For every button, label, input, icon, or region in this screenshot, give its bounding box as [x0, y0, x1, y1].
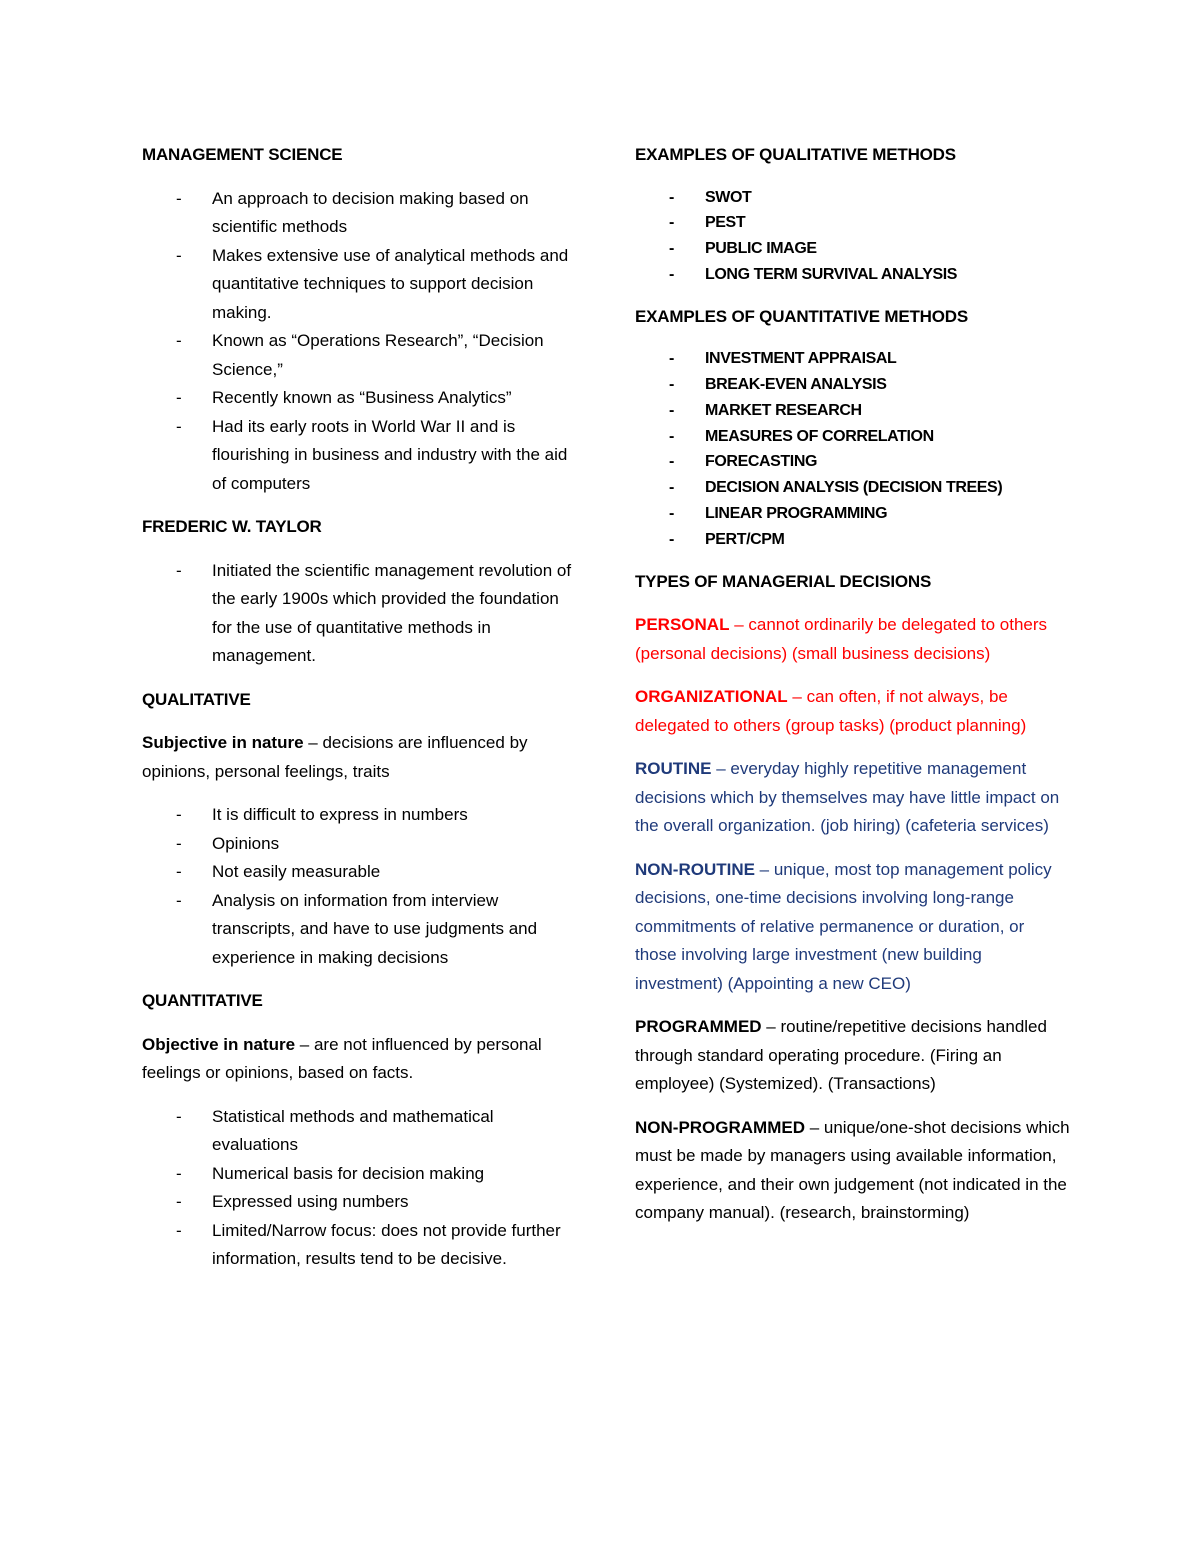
list-item: - FORECASTING — [635, 449, 1070, 475]
non-routine-text: – unique, most top management policy decisions, one-time decisions involving long-range commitments of relative permanence or duration, or those involving large investment (new building investment) (Appointing a new CEO) — [635, 859, 1052, 993]
management-science-list — [142, 185, 572, 499]
quantitative-list — [142, 1103, 572, 1274]
quantitative-term: Objective in nature — [142, 1034, 296, 1054]
decision-types-heading: TYPES OF MANAGERIAL DECISIONS — [635, 571, 932, 591]
dash-marker: - — [176, 1163, 182, 1183]
dash-marker: - — [176, 805, 182, 824]
dash-marker: - — [669, 265, 674, 283]
list-item: - PUBLIC IMAGE — [635, 236, 1070, 262]
routine-term: ROUTINE — [635, 759, 712, 779]
programmed-text: – routine/repetitive decisions handled through standard operating procedure. (Firing an employee) (Systemized). (Transactions) — [635, 1017, 1047, 1094]
dash-marker: - — [669, 214, 674, 232]
list-item: - An approach to decision making based on scientific methods — [142, 185, 572, 242]
taylor-heading: FREDERIC W. TAYLOR — [142, 517, 322, 536]
organizational-text: – can often, if not always, be delegated to others (group tasks) (product planning) — [635, 687, 1027, 735]
non-programmed-text: – unique/one-shot decisions which must be made by managers using available information, experience, and their own judgement (not indicated in the company manual). (research, brainstorming) — [635, 1117, 1070, 1223]
dash-marker: - — [669, 401, 674, 419]
list-item: - Had its early roots in World War II and is flourishing in business and industry with the aid of computers — [142, 413, 572, 499]
list-item: - LONG TERM SURVIVAL ANALYSIS — [635, 262, 1070, 288]
dash-marker: - — [176, 188, 182, 208]
dash-marker: - — [176, 331, 182, 350]
non-programmed-decision — [635, 1114, 1070, 1228]
list-item: - PEST — [635, 210, 1070, 236]
programmed-decision — [635, 1013, 1070, 1099]
dash-marker: - — [176, 890, 182, 910]
list-item: - BREAK-EVEN ANALYSIS — [635, 372, 1070, 398]
dash-marker: - — [176, 416, 182, 436]
dash-marker: - — [669, 350, 674, 368]
qualitative-list — [142, 801, 572, 972]
dash-marker: - — [669, 375, 674, 393]
dash-marker: - — [176, 1220, 182, 1240]
list-item: - Statistical methods and mathematical evaluations — [142, 1103, 572, 1160]
list-item: - Limited/Narrow focus: does not provide further information, results tend to be decisive. — [142, 1217, 572, 1274]
list-item: - MARKET RESEARCH — [635, 398, 1070, 424]
list-item: - It is difficult to express in numbers — [142, 801, 572, 830]
dash-marker: - — [669, 530, 674, 548]
list-item: - LINEAR PROGRAMMING — [635, 501, 1070, 527]
list-item: - Makes extensive use of analytical methods and quantitative techniques to support decision making. — [142, 242, 572, 328]
left-column — [142, 141, 572, 1289]
qualitative-methods-heading: EXAMPLES OF QUALITATIVE METHODS — [635, 145, 956, 164]
list-item: - DECISION ANALYSIS (DECISION TREES) — [635, 475, 1070, 501]
non-routine-term: NON-ROUTINE — [635, 859, 755, 879]
programmed-term: PROGRAMMED — [635, 1017, 762, 1037]
right-column — [635, 141, 1070, 1243]
list-item: - Opinions — [142, 830, 572, 859]
qualitative-term: Subjective in nature — [142, 733, 304, 752]
dash-marker: - — [176, 1106, 182, 1126]
quantitative-definition-text: – are not influenced by personal feelings or opinions, based on facts. — [142, 1034, 542, 1082]
dash-marker: - — [176, 245, 182, 265]
personal-text: – cannot ordinarily be delegated to others (personal decisions) (small business decisions) — [635, 615, 1048, 663]
dash-marker: - — [176, 560, 182, 580]
dash-marker: - — [176, 862, 182, 881]
dash-marker: - — [669, 479, 674, 497]
quantitative-methods-list — [635, 346, 1070, 552]
qualitative-definition-text: – decisions are influenced by opinions, personal feelings, traits — [142, 733, 528, 781]
list-item: - INVESTMENT APPRAISAL — [635, 346, 1070, 372]
list-item: - Known as “Operations Research”, “Decision Science,” — [142, 327, 572, 384]
dash-marker: - — [176, 1192, 182, 1211]
routine-text: – everyday highly repetitive management decisions which by themselves may have little impact on the overall organization. (job hiring) (cafeteria services) — [635, 759, 1060, 836]
dash-marker: - — [669, 240, 674, 258]
qualitative-methods-list — [635, 185, 1070, 288]
dash-marker: - — [176, 833, 182, 853]
dash-marker: - — [669, 427, 674, 445]
routine-decision — [635, 755, 1070, 841]
quantitative-methods-heading: EXAMPLES OF QUANTITATIVE METHODS — [635, 306, 968, 326]
list-item: - Expressed using numbers — [142, 1188, 572, 1217]
list-item: - Not easily measurable — [142, 858, 572, 887]
list-item: - Numerical basis for decision making — [142, 1160, 572, 1189]
non-programmed-term: NON-PROGRAMMED — [635, 1117, 805, 1137]
dash-marker: - — [669, 504, 674, 522]
management-science-heading: MANAGEMENT SCIENCE — [142, 145, 343, 164]
non-routine-decision — [635, 856, 1070, 999]
taylor-list — [142, 557, 572, 671]
qualitative-heading: QUALITATIVE — [142, 689, 251, 709]
quantitative-definition — [142, 1031, 572, 1088]
dash-marker: - — [669, 453, 674, 471]
list-item: - SWOT — [635, 185, 1070, 211]
organizational-term: ORGANIZATIONAL — [635, 687, 788, 707]
list-item: - PERT/CPM — [635, 527, 1070, 553]
personal-term: PERSONAL — [635, 615, 730, 635]
quantitative-heading: QUANTITATIVE — [142, 991, 263, 1010]
personal-decision — [635, 611, 1070, 668]
organizational-decision — [635, 683, 1070, 740]
list-item: - Analysis on information from interview transcripts, and have to use judgments and experience in making decisions — [142, 887, 572, 973]
list-item: - MEASURES OF CORRELATION — [635, 424, 1070, 450]
list-item: - Recently known as “Business Analytics” — [142, 384, 572, 413]
list-item: - Initiated the scientific management revolution of the early 1900s which provided the foundation for the use of quantitative methods in management. — [142, 557, 572, 671]
dash-marker: - — [176, 388, 182, 407]
dash-marker: - — [669, 188, 674, 206]
qualitative-definition — [142, 729, 572, 786]
